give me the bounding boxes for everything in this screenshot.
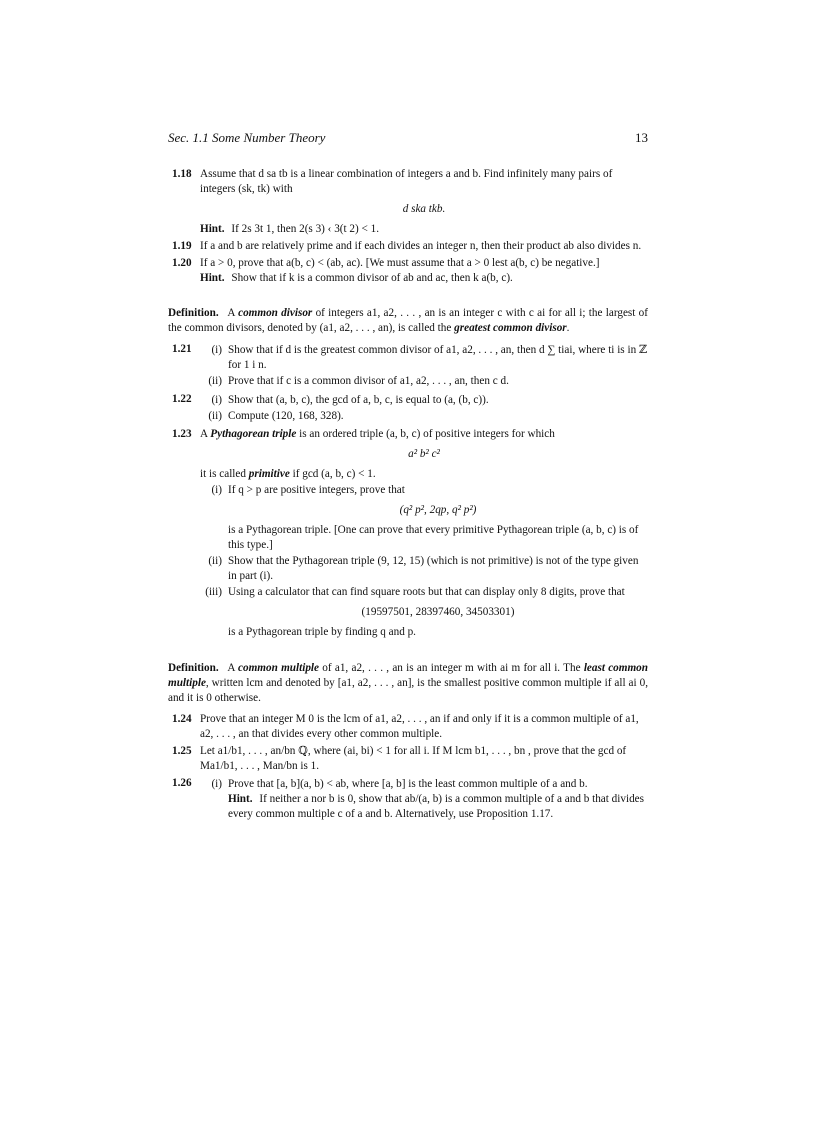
exercise-number: 1.20 [172, 257, 192, 269]
part-text: Prove that if c is a common divisor of a1, a2, . . . , an, then c d. [228, 375, 509, 387]
exercise-1-23 [168, 427, 648, 641]
hint-label: Hint. [228, 793, 253, 805]
definition-common-multiple [168, 661, 648, 706]
exercise-text: Let a1/b1, . . . , an/bn ℚ, where (ai, bi) < 1 for all i. If M lcm b1, . . . , bn , prove that the gcd of Ma1/b1, . . . , Man/bn is 1. [200, 745, 627, 772]
part-label: (i) [211, 778, 222, 790]
part-ii [200, 409, 648, 424]
definition-text: of a1, a2, . . . , an is an integer m with ai m for all i. The [322, 662, 581, 674]
exercise-1-19 [168, 239, 648, 254]
section-title: Sec. 1.1 Some Number Theory [168, 130, 326, 145]
page-content [168, 130, 648, 825]
defined-term: common multiple [238, 662, 320, 674]
exercise-number: 1.26 [172, 777, 192, 789]
hint [200, 271, 648, 286]
exercise-number: 1.24 [172, 713, 192, 725]
exercise-text: If a > 0, prove that a(b, c) < (ab, ac). [We must assume that a > 0 lest a(b, c) be negative.] [200, 257, 600, 269]
exercise-text: If a and b are relatively prime and if each divides an integer n, then their product ab also divides n. [200, 240, 642, 252]
exercise-text [200, 427, 648, 442]
hint-text: If neither a nor b is 0, show that ab/(a, b) is a common multiple of a and b that divides every common multiple c of a and b. Alternatively, use Proposition 1.17. [228, 793, 644, 820]
part-text: Prove that [a, b](a, b) < ab, where [a, b] is the least common multiple of a and b. [228, 778, 588, 790]
definition-text: of integers a1, a2, . . . , an is an integer c with c ai for all i; the largest of the common divisors, denoted by (a1, a2, . . . , an), is called the [168, 307, 649, 334]
exercise-1-18 [168, 167, 648, 237]
exercise-number: 1.21 [172, 343, 192, 355]
definition-text: . [566, 322, 570, 334]
display-triple: (19597501, 28397460, 34503301) [361, 606, 515, 618]
part-text: is a Pythagorean triple by finding q and p. [228, 626, 416, 638]
part-label: (ii) [208, 375, 222, 387]
part-label: (iii) [205, 586, 222, 598]
part-label: (ii) [208, 555, 222, 567]
primitive-definition [200, 467, 648, 482]
exercise-number: 1.19 [172, 240, 192, 252]
exercise-1-25 [168, 744, 648, 774]
part-text: Compute (120, 168, 328). [228, 410, 344, 422]
defined-term: primitive [248, 468, 290, 480]
exercise-1-20 [168, 256, 648, 286]
hint-text: Show that if k is a common divisor of ab and ac, then k a(b, c). [231, 272, 513, 284]
hint-label: Hint. [200, 223, 225, 235]
part-i [200, 393, 648, 408]
defined-term: greatest common divisor [454, 322, 567, 334]
text-part: it is called [200, 468, 246, 480]
part-i [200, 343, 648, 373]
defined-term: Pythagorean triple [210, 428, 297, 440]
part-text: Using a calculator that can find square roots but that can display only 8 digits, prove that [228, 586, 625, 598]
display-equation: (q² p², 2qp, q² p²) [399, 504, 477, 516]
exercise-1-24 [168, 712, 648, 742]
exercise-number: 1.25 [172, 745, 192, 757]
part-label: (i) [211, 394, 222, 406]
defined-term: common divisor [238, 307, 313, 319]
part-iii [200, 585, 648, 640]
exercise-text: Assume that d sa tb is a linear combination of integers a and b. Find infinitely many pairs of integers (sk, tk) with [200, 168, 613, 195]
part-text: Show that the Pythagorean triple (9, 12, 15) (which is not primitive) is not of the type given in part (i). [228, 555, 639, 582]
exercise-1-26 [168, 776, 648, 823]
definition-common-divisor [168, 306, 648, 336]
hint [228, 792, 648, 822]
defined-term: least common multiple [168, 662, 648, 689]
definition-text: A [227, 662, 235, 674]
exercise-1-21 [168, 342, 648, 390]
definition-text: , written lcm and denoted by [a1, a2, . . . , an], is the smallest positive common multiple if all ai 0, and it is 0 otherwise. [168, 677, 648, 704]
display-equation: d skа tkb. [402, 203, 446, 215]
exercise-1-22 [168, 392, 648, 425]
part-label: (ii) [208, 410, 222, 422]
part-text: Show that if d is the greatest common divisor of a1, a2, . . . , an, then d ∑ tiai, where ti is in ℤ for 1 i n. [228, 344, 648, 371]
text-part: if gcd (a, b, c) < 1. [292, 468, 376, 480]
definition-label: Definition. [168, 662, 219, 674]
exercise-text-part: A [200, 428, 208, 440]
exercise-number: 1.23 [172, 428, 192, 440]
page-number: 13 [635, 130, 648, 145]
part-label: (i) [211, 344, 222, 356]
part-ii [200, 374, 648, 389]
part-text: is a Pythagorean triple. [One can prove that every primitive Pythagorean triple (a, b, c) is of this type.] [228, 524, 639, 551]
running-header [168, 130, 648, 145]
definition-text: A [227, 307, 235, 319]
exercise-text-part: is an ordered triple (a, b, c) of positive integers for which [299, 428, 555, 440]
definition-label: Definition. [168, 307, 219, 319]
part-text: Show that (a, b, c), the gcd of a, b, c, is equal to (a, (b, c)). [228, 394, 489, 406]
part-i [200, 777, 648, 822]
part-i [200, 483, 648, 553]
hint-text: If 2s 3t 1, then 2(s 3) ‹ 3(t 2) < 1. [231, 223, 380, 235]
part-ii [200, 554, 648, 584]
exercise-number: 1.18 [172, 168, 192, 180]
exercise-number: 1.22 [172, 393, 192, 405]
exercise-text: Prove that an integer M 0 is the lcm of a1, a2, . . . , an if and only if it is a common multiple of a1, a2, . . . , an that divides every other common multiple. [200, 713, 639, 740]
hint-label: Hint. [200, 272, 225, 284]
display-equation: a² b² c² [408, 448, 440, 460]
hint [200, 222, 648, 237]
part-label: (i) [211, 484, 222, 496]
part-text: If q > p are positive integers, prove that [228, 484, 405, 496]
